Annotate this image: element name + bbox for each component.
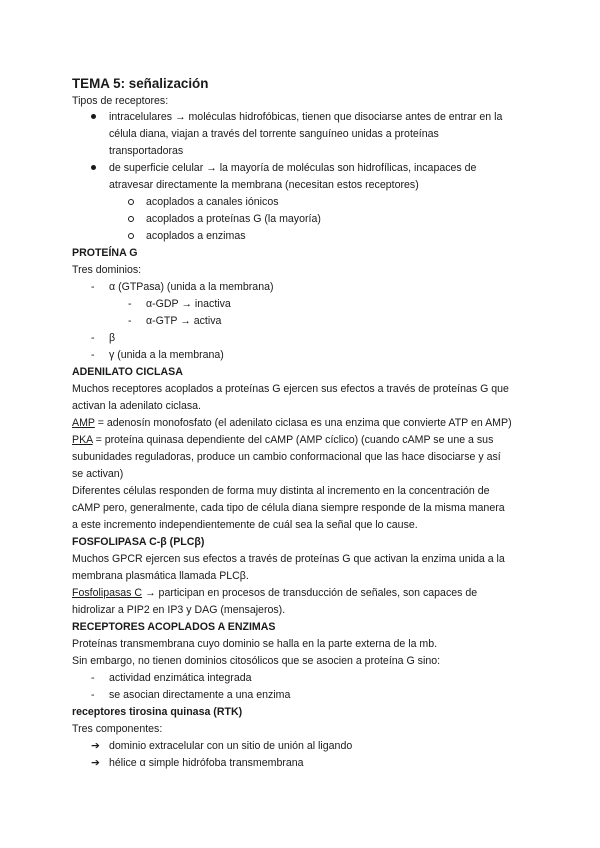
dash-marker: - [91, 672, 95, 684]
fosfolipasa-paragraph: Muchos GPCR ejercen sus efectos a través de proteínas G que activan la enzima unida a la [72, 553, 505, 565]
enzimas-item: actividad enzimática integrada [109, 672, 252, 684]
dominio-alpha: α (GTPasa) (unida a la membrana) [109, 281, 274, 293]
receptores-intro: Tipos de receptores: [72, 95, 169, 107]
dash-marker: - [91, 349, 95, 361]
arrow-bullet-icon: ➔ [91, 757, 100, 769]
dash-marker: - [91, 281, 95, 293]
receptor-superficie-line-2: atravesar directamente la membrana (necesitan estos receptores) [109, 179, 419, 191]
alpha-gtp: α-GTP → activa [146, 315, 222, 327]
pka-continuation: se activan) [72, 468, 124, 480]
pka-definition [72, 433, 493, 447]
adenilato-heading: ADENILATO CICLASA [72, 366, 183, 378]
enzimas-heading: RECEPTORES ACOPLADOS A ENZIMAS [72, 621, 276, 633]
dash-marker: - [91, 332, 95, 344]
receptor-intracelular-line-1: intracelulares → moléculas hidrofóbicas, tienen que disociarse antes de entrar en la [109, 111, 503, 123]
dominio-gamma: γ (unida a la membrana) [109, 349, 224, 361]
dash-marker: - [91, 689, 95, 701]
rtk-intro: Tres componentes: [72, 723, 163, 735]
arrow-bullet-icon: ➔ [91, 740, 100, 752]
rtk-item: dominio extracelular con un sitio de unión al ligando [109, 740, 353, 752]
adenilato-paragraph-1: Muchos receptores acoplados a proteínas G ejercen sus efectos a través de proteínas G que [72, 383, 509, 395]
bullet-circle [128, 233, 134, 239]
fosfolipasas-text: → participan en procesos de transducción de señales, son capaces de [142, 587, 478, 599]
enzimas-paragraph-1: Proteínas transmembrana cuyo dominio se halla en la parte externa de la mb. [72, 638, 438, 650]
adenilato-paragraph-1: activan la adenilato ciclasa. [72, 400, 201, 412]
sub-item: acoplados a canales iónicos [146, 196, 279, 208]
pka-term: PKA [72, 434, 93, 446]
receptor-superficie-line-1: de superficie celular → la mayoría de moléculas son hidrofílicas, incapaces de [109, 162, 477, 174]
fosfolipasa-paragraph: membrana plasmática llamada PLCβ. [72, 570, 249, 582]
alpha-gdp: α-GDP → inactiva [146, 298, 231, 310]
sub-item: acoplados a enzimas [146, 230, 246, 242]
bullet-circle [128, 199, 134, 205]
dash-marker: - [128, 298, 132, 310]
amp-term: AMP [72, 417, 95, 429]
enzimas-item: se asocian directamente a una enzima [109, 689, 291, 701]
fosfolipasa-heading: FOSFOLIPASA C-β (PLCβ) [72, 536, 205, 548]
rtk-item: hélice α simple hidrófoba transmembrana [109, 757, 304, 769]
enzimas-paragraph-2: Sin embargo, no tienen dominios citosólicos que se asocien a proteína G sino: [72, 655, 441, 667]
receptor-intracelular-line-2: célula diana, viajan a través del torrente sanguíneo unidas a proteínas [109, 128, 439, 140]
receptor-intracelular-line-3: transportadoras [109, 145, 184, 157]
fosfolipasas-continuation: hidrolizar a PIP2 en IP3 y DAG (mensajeros). [72, 604, 286, 616]
proteina-g-intro: Tres dominios: [72, 264, 142, 276]
fosfolipasas-term: Fosfolipasas C [72, 587, 143, 599]
fosfolipasas-definition [72, 586, 477, 600]
adenilato-paragraph-2: Diferentes células responden de forma muy distinta al incremento en la concentración de [72, 485, 490, 497]
pka-continuation: subunidades reguladoras, produce un cambio conformacional que las hace disociarse y así [72, 451, 501, 463]
bullet-circle [128, 216, 134, 222]
adenilato-paragraph-2: cAMP pero, generalmente, cada tipo de célula diana siempre responde de la misma manera [72, 502, 505, 514]
rtk-heading: receptores tirosina quinasa (RTK) [72, 706, 243, 718]
amp-definition [72, 416, 512, 430]
pka-text: = proteína quinasa dependiente del cAMP (AMP cíclico) (cuando cAMP se une a sus [92, 434, 494, 446]
bullet-disc [91, 165, 96, 170]
dominio-beta: β [109, 332, 116, 344]
sub-item: acoplados a proteínas G (la mayoría) [146, 213, 321, 225]
bullet-disc [91, 114, 96, 119]
proteina-g-heading: PROTEÍNA G [72, 247, 138, 259]
amp-text: = adenosín monofosfato (el adenilato ciclasa es una enzima que convierte ATP en AMP) [94, 417, 512, 429]
adenilato-paragraph-2: a este incremento independientemente de cuál sea la señal que lo cause. [72, 519, 418, 531]
page-title: TEMA 5: señalización [72, 76, 209, 91]
dash-marker: - [128, 315, 132, 327]
